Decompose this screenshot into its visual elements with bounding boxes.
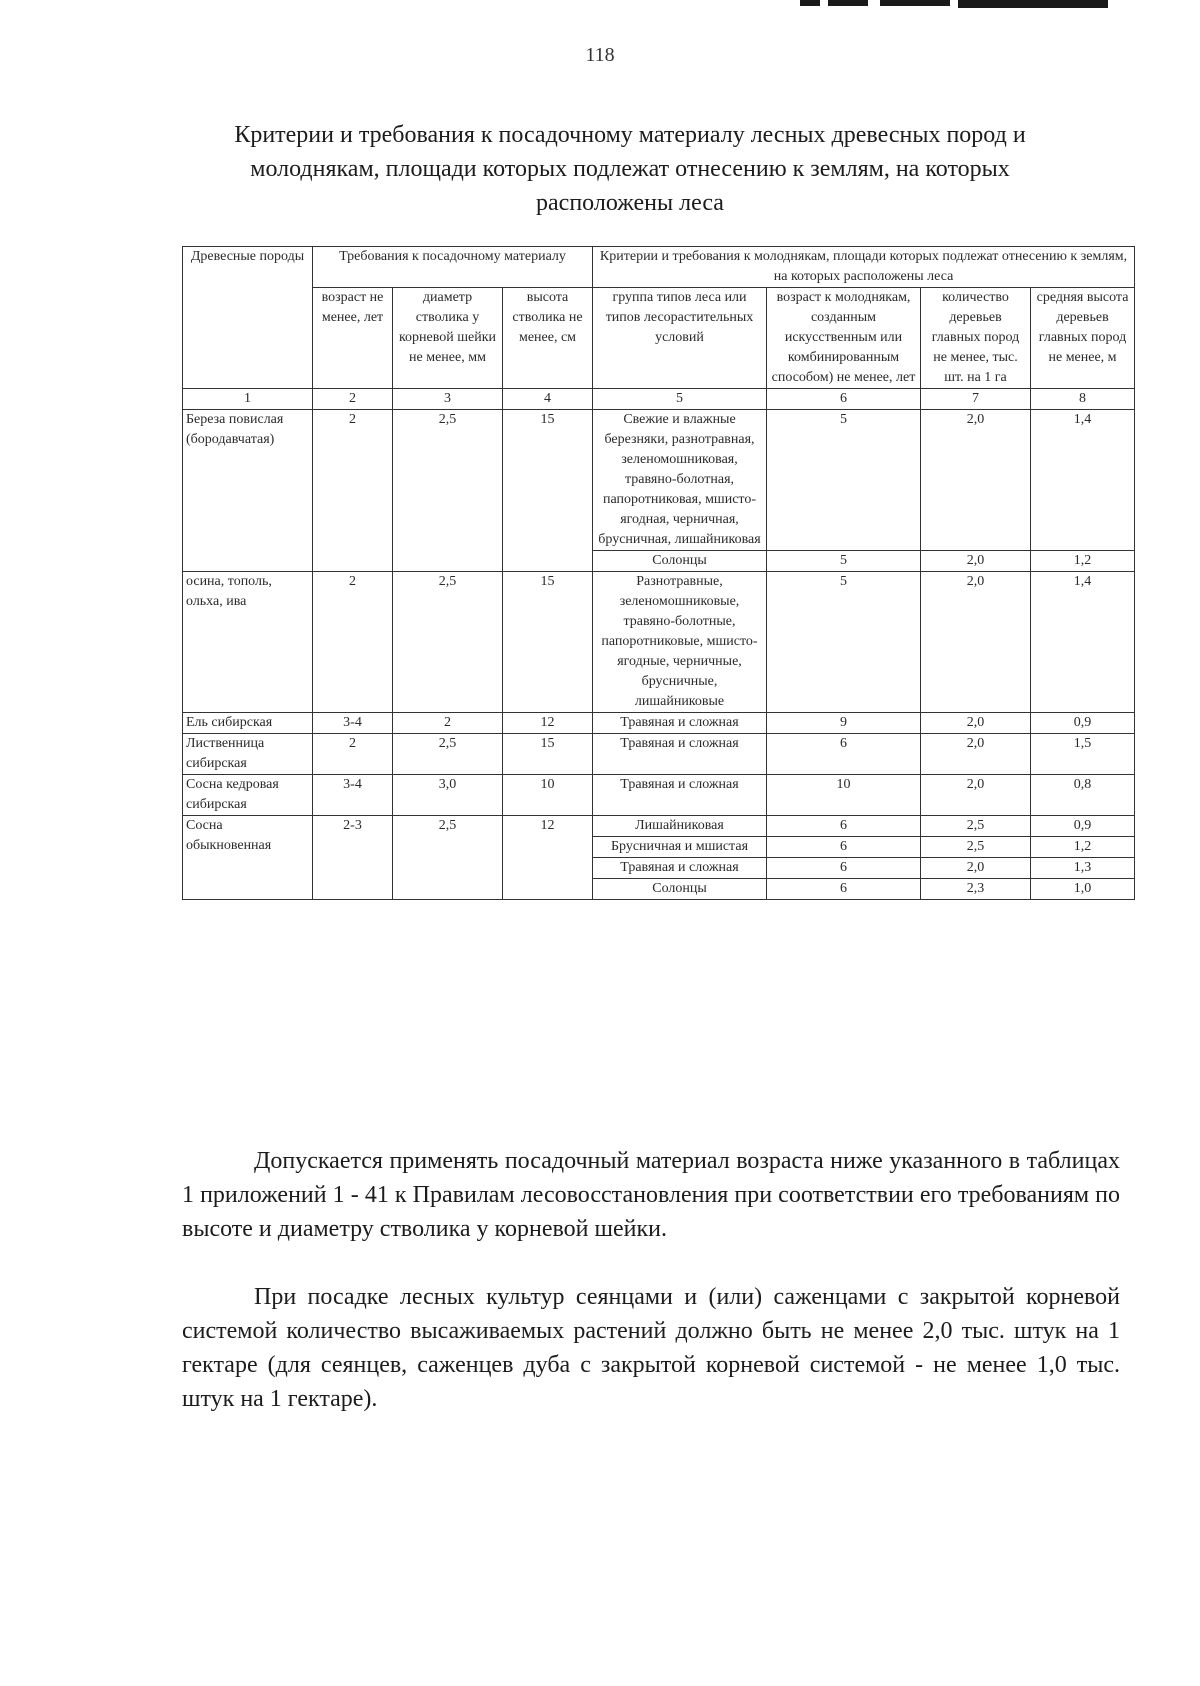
scan-artifact	[958, 0, 1108, 8]
col-number: 5	[593, 389, 767, 410]
cell-young-age: 6	[767, 879, 921, 900]
species-name: Ель сибирская	[183, 713, 313, 734]
cell-tree-count: 2,0	[921, 775, 1031, 816]
paragraph-planting-density	[182, 1280, 1120, 1416]
page-number: 118	[585, 44, 615, 66]
cell-height: 15	[503, 734, 593, 775]
cell-young-age: 6	[767, 816, 921, 837]
title-line: Критерии и требования к посадочному материалу лесных древесных пород и	[234, 122, 1026, 148]
table-row	[183, 816, 1135, 837]
cell-mean-height: 1,2	[1031, 551, 1135, 572]
cell-age: 3-4	[313, 713, 393, 734]
header-col-young-age: возраст к молоднякам, созданным искусственным или комбинированным способом) не менее, лет	[767, 288, 921, 389]
cell-mean-height: 1,4	[1031, 410, 1135, 551]
cell-young-age: 6	[767, 858, 921, 879]
cell-age: 2-3	[313, 816, 393, 900]
cell-diameter: 2	[393, 713, 503, 734]
table-row	[183, 713, 1135, 734]
cell-young-age: 5	[767, 572, 921, 713]
cell-young-age: 10	[767, 775, 921, 816]
cell-diameter: 3,0	[393, 775, 503, 816]
cell-young-age: 9	[767, 713, 921, 734]
cell-age: 2	[313, 410, 393, 572]
header-col-diameter: диаметр стволика у корневой шейки не менее, мм	[393, 288, 503, 389]
table-row	[183, 734, 1135, 775]
cell-diameter: 2,5	[393, 572, 503, 713]
scan-artifact	[800, 0, 820, 6]
cell-forest-type: Брусничная и мшистая	[593, 837, 767, 858]
cell-mean-height: 0,9	[1031, 713, 1135, 734]
cell-mean-height: 1,4	[1031, 572, 1135, 713]
cell-forest-type: Свежие и влажные березняки, разнотравная, зеленомошниковая, травяно-болотная, папоротниковая, мшисто-ягодная, черничная, брусничная, лишайниковая	[593, 410, 767, 551]
cell-young-age: 6	[767, 837, 921, 858]
requirements-table	[182, 246, 1135, 900]
header-col-forest-type: группа типов леса или типов лесорастительных условий	[593, 288, 767, 389]
cell-young-age: 6	[767, 734, 921, 775]
cell-forest-type: Лишайниковая	[593, 816, 767, 837]
cell-tree-count: 2,0	[921, 410, 1031, 551]
header-col-age: возраст не менее, лет	[313, 288, 393, 389]
cell-mean-height: 1,0	[1031, 879, 1135, 900]
cell-young-age: 5	[767, 410, 921, 551]
col-number: 1	[183, 389, 313, 410]
species-name: Лиственница сибирская	[183, 734, 313, 775]
document-title	[150, 118, 1110, 220]
cell-tree-count: 2,0	[921, 713, 1031, 734]
cell-mean-height: 1,3	[1031, 858, 1135, 879]
cell-age: 3-4	[313, 775, 393, 816]
col-number: 7	[921, 389, 1031, 410]
cell-forest-type: Солонцы	[593, 551, 767, 572]
paragraph-text: Допускается применять посадочный материал возраста ниже указанного в таблицах 1 приложений 1 - 41 к Правилам лесовосстановления при соответствии его требованиям по высоте и диаметру стволика у корневой шейки.	[182, 1148, 1120, 1242]
cell-forest-type: Травяная и сложная	[593, 858, 767, 879]
cell-forest-type: Травяная и сложная	[593, 713, 767, 734]
table-header-row	[183, 247, 1135, 288]
cell-tree-count: 2,0	[921, 572, 1031, 713]
table-number-row	[183, 389, 1135, 410]
header-col-height: высота стволика не менее, см	[503, 288, 593, 389]
col-number: 2	[313, 389, 393, 410]
cell-forest-type: Травяная и сложная	[593, 734, 767, 775]
paragraph-text: При посадке лесных культур сеянцами и (или) саженцами с закрытой корневой системой количество высаживаемых растений должно быть не менее 2,0 тыс. штук на 1 гектаре (для сеянцев, саженцев дуба с закрытой корневой системой - не менее 1,0 тыс. штук на 1 гектаре).	[182, 1284, 1120, 1412]
header-col-tree-count: количество деревьев главных пород не менее, тыс. шт. на 1 га	[921, 288, 1031, 389]
paragraph-exceptions	[182, 1144, 1120, 1246]
title-line: молоднякам, площади которых подлежат отнесению к землям, на которых	[250, 156, 1010, 182]
cell-diameter: 2,5	[393, 734, 503, 775]
col-number: 3	[393, 389, 503, 410]
cell-forest-type: Разнотравные, зеленомошниковые, травяно-болотные, папоротниковые, мшисто-ягодные, черничные, брусничные, лишайниковые	[593, 572, 767, 713]
cell-height: 15	[503, 572, 593, 713]
cell-tree-count: 2,0	[921, 734, 1031, 775]
header-young-stands: Критерии и требования к молоднякам, площади которых подлежат отнесению к землям, на которых расположены леса	[593, 247, 1135, 288]
cell-mean-height: 0,8	[1031, 775, 1135, 816]
species-name: осина, тополь, ольха, ива	[183, 572, 313, 713]
cell-young-age: 5	[767, 551, 921, 572]
col-number: 8	[1031, 389, 1135, 410]
col-number: 6	[767, 389, 921, 410]
table-row	[183, 572, 1135, 713]
table-row	[183, 410, 1135, 551]
cell-age: 2	[313, 734, 393, 775]
cell-mean-height: 0,9	[1031, 816, 1135, 837]
scan-artifact	[880, 0, 950, 6]
cell-age: 2	[313, 572, 393, 713]
cell-forest-type: Травяная и сложная	[593, 775, 767, 816]
cell-diameter: 2,5	[393, 816, 503, 900]
cell-height: 10	[503, 775, 593, 816]
species-name: Береза повислая (бородавчатая)	[183, 410, 313, 572]
title-line: расположены леса	[536, 190, 724, 216]
table-header-row	[183, 288, 1135, 389]
cell-tree-count: 2,3	[921, 879, 1031, 900]
header-col-mean-height: средняя высота деревьев главных пород не менее, м	[1031, 288, 1135, 389]
species-name: Сосна кедровая сибирская	[183, 775, 313, 816]
cell-tree-count: 2,5	[921, 816, 1031, 837]
cell-tree-count: 2,0	[921, 858, 1031, 879]
cell-forest-type: Солонцы	[593, 879, 767, 900]
header-species: Древесные породы	[183, 247, 313, 389]
scan-artifact	[828, 0, 868, 6]
table-row	[183, 775, 1135, 816]
cell-tree-count: 2,0	[921, 551, 1031, 572]
col-number: 4	[503, 389, 593, 410]
cell-mean-height: 1,2	[1031, 837, 1135, 858]
species-name: Сосна обыкновенная	[183, 816, 313, 900]
cell-tree-count: 2,5	[921, 837, 1031, 858]
cell-height: 12	[503, 713, 593, 734]
cell-diameter: 2,5	[393, 410, 503, 572]
cell-height: 12	[503, 816, 593, 900]
cell-height: 15	[503, 410, 593, 572]
cell-mean-height: 1,5	[1031, 734, 1135, 775]
header-planting-material: Требования к посадочному материалу	[313, 247, 593, 288]
